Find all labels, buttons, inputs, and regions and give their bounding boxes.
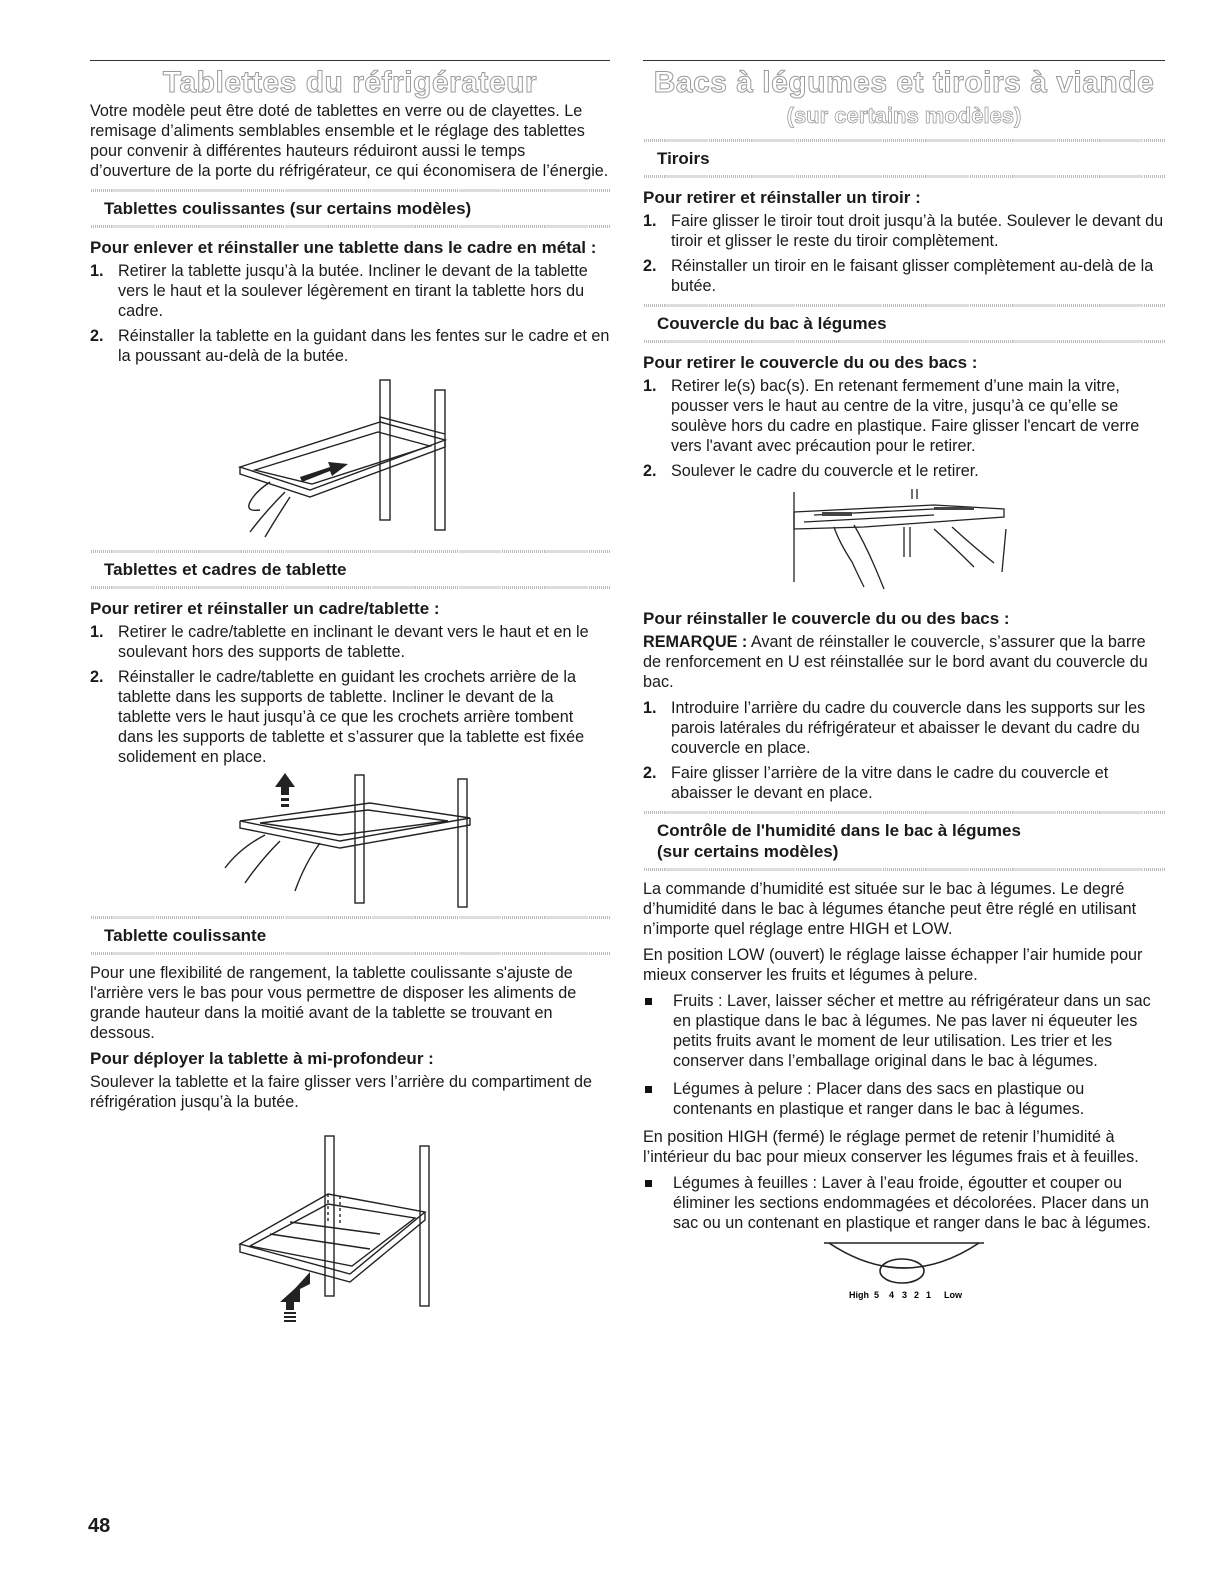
band-heading: Tablette coulissante (104, 926, 267, 945)
dial-label-3: 3 (902, 1290, 908, 1300)
subheading: Pour réinstaller le couvercle du ou des bacs : (643, 609, 1010, 628)
bullet-list (643, 991, 1165, 1119)
steps-list (90, 622, 610, 767)
subheading: Pour retirer le couvercle du ou des bacs : (643, 353, 978, 372)
list-item: 1. Introduire l’arrière du cadre du couvercle dans les supports sur les parois latérales du réfrigérateur et abaisser le devant du cadre du couvercle en place. (643, 699, 1146, 757)
list-item: 1. Retirer la tablette jusqu’à la butée. Incliner le devant de la tablette vers le haut et la soulever légèrement en tirant la tablette hors du cadre. (90, 262, 588, 320)
band-heading (643, 811, 1165, 871)
top-rule (643, 60, 1165, 61)
humidity-control-dial (804, 1241, 1004, 1303)
paragraph: En position HIGH (fermé) le réglage permet de retenir l’humidité à l’intérieur du bac pour mieux conserver les légumes frais et à feuilles. (643, 1128, 1139, 1166)
dial-label-1: 1 (926, 1290, 932, 1300)
list-item: Légumes à feuilles : Laver à l’eau froide, égoutter et couper ou éliminer les sections endommagées et décolorées. Placer dans un sac ou un contenant en plastique et ranger dans le bac à légumes. (643, 1173, 1165, 1233)
dial-label-low: Low (944, 1290, 962, 1300)
paragraph: En position LOW (ouvert) le réglage laisse échapper l’air humide pour mieux conserver les fruits et légumes à pelure. (643, 946, 1143, 984)
top-rule (90, 60, 610, 61)
paragraph: Soulever la tablette et la faire glisser vers l’arrière du compartiment de réfrigération jusqu’à la butée. (90, 1073, 593, 1111)
subheading: Pour déployer la tablette à mi-profondeur : (90, 1049, 434, 1068)
paragraph: La commande d’humidité est située sur le bac à légumes. Le degré d’humidité dans le bac à légumes étanche peut être réglé en utilisant n’importe quel réglage entre HIGH et LOW. (643, 880, 1137, 938)
page-number: 48 (88, 1515, 111, 1537)
list-item: 1. Retirer le cadre/tablette en inclinant le devant vers le haut et en le soulevant hors des supports de tablette. (90, 623, 589, 661)
bullet-list (643, 1173, 1165, 1233)
list-item: 2. Réinstaller la tablette en la guidant dans les fentes sur le cadre et en la poussant au-delà de la butée. (90, 327, 610, 365)
note-label: REMARQUE : (643, 633, 748, 651)
subheading: Pour retirer et réinstaller un cadre/tablette : (90, 599, 440, 618)
section-subtitle: (sur certains modèles) (786, 103, 1022, 128)
band-heading-line1: Contrôle de l'humidité dans le bac à légumes (657, 821, 1021, 840)
left-column (90, 60, 610, 1324)
list-item: 2. Faire glisser l’arrière de la vitre dans le cadre du couvercle et abaisser le devant en place. (643, 764, 1109, 802)
dial-label-4: 4 (889, 1290, 895, 1300)
steps-list (643, 698, 1165, 803)
list-item: 2. Réinstaller le cadre/tablette en guidant les crochets arrière de la tablette dans les supports de tablette. Incliner le devant de la tablette vers le haut jusqu’à ce que les crochets arrière tombent dans les supports de tablette et s’assurer que la tablette est fixée solidement en place. (90, 668, 585, 766)
band-heading-line2: (sur certains modèles) (657, 842, 839, 861)
steps-list (643, 211, 1165, 296)
crisper-cover-illustration (784, 487, 1024, 597)
list-item: Fruits : Laver, laisser sécher et mettre au réfrigérateur dans un sac en plastique dans le bac à légumes. Ne pas laver ni équeuter les petits fruits avant le moment de leur utilisation. Les trier et les conserver dans l’emballage original dans le bac à légumes. (643, 991, 1165, 1071)
steps-list (643, 376, 1165, 481)
dial-label-5: 5 (874, 1290, 880, 1300)
note-paragraph: REMARQUE : Avant de réinstaller le couvercle, s’assurer que la barre de renforcement en U est réinstallée sur le bord avant du couvercle du bac. (643, 633, 1148, 691)
band-heading: Couvercle du bac à légumes (657, 314, 887, 333)
half-depth-shelf-illustration (230, 1134, 470, 1324)
subheading: Pour retirer et réinstaller un tiroir : (643, 188, 921, 207)
subheading: Pour enlever et réinstaller une tablette dans le cadre en métal : (90, 238, 597, 257)
list-item: 1. Faire glisser le tiroir tout droit jusqu’à la butée. Soulever le devant du tiroir et glisser le reste du tiroir complètement. (643, 212, 1164, 250)
paragraph: Pour une flexibilité de rangement, la tablette coulissante s'ajuste de l'arrière vers le bas pour vous permettre de disposer les aliments de grande hauteur dans la moitié avant de la tablette se trouvant en dessous. (90, 964, 577, 1042)
list-item: 1. Retirer le(s) bac(s). En retenant fermement d’une main la vitre, pousser vers le haut au centre de la vitre, jusqu’à ce qu’elle se soulève hors du cadre en plastique. Faire glisser l'encart de verre vers l'avant avec précaution pour le retirer. (643, 377, 1140, 455)
dial-label-high: High (849, 1290, 869, 1300)
band-heading: Tablettes coulissantes (sur certains modèles) (104, 199, 472, 218)
section-title: Bacs à légumes et tiroirs à viande (653, 66, 1155, 99)
sliding-shelf-illustration (230, 372, 470, 542)
list-item: Légumes à pelure : Placer dans des sacs en plastique ou contenants en plastique et ranger dans le bac à légumes. (643, 1079, 1165, 1119)
band-heading: Tablettes et cadres de tablette (104, 560, 347, 579)
shelf-frame-illustration (220, 773, 480, 908)
list-item: 2. Réinstaller un tiroir en le faisant glisser complètement au-delà de la butée. (643, 257, 1154, 295)
band-heading: Tiroirs (657, 149, 710, 168)
steps-list (90, 261, 610, 366)
dial-label-2: 2 (914, 1290, 920, 1300)
list-item: 2. Soulever le cadre du couvercle et le retirer. (643, 462, 979, 480)
intro-paragraph: Votre modèle peut être doté de tablettes en verre ou de clayettes. Le remisage d’aliments semblables ensemble et le réglage des tablettes pour convenir à différentes hauteurs réduiront aussi le temps d’ouverture de la porte du réfrigérateur, ce qui économisera de l’énergie. (90, 102, 609, 180)
section-title: Tablettes du réfrigérateur (162, 66, 538, 99)
right-column (643, 60, 1165, 1303)
